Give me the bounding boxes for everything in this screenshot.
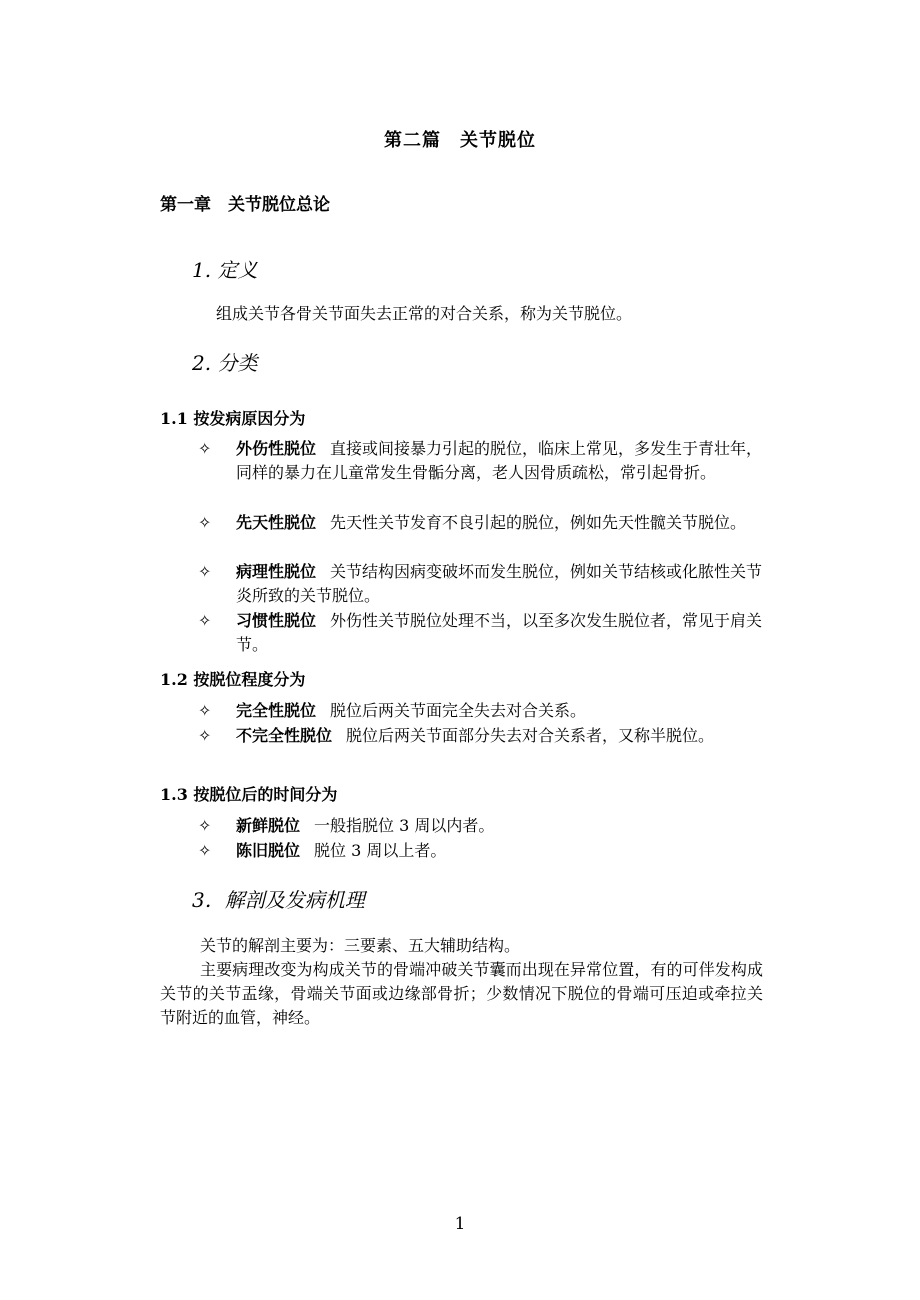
item-term: 新鲜脱位 <box>236 816 301 835</box>
diamond-bullet-icon: ✧ <box>198 726 212 745</box>
diamond-bullet-icon: ✧ <box>198 841 212 860</box>
page-number: 1 <box>454 1214 466 1234</box>
list-item <box>198 814 768 838</box>
diamond-bullet-icon: ✧ <box>198 513 212 532</box>
section-heading-classification: 2. 分类 <box>192 351 258 375</box>
list-item <box>198 724 768 748</box>
diamond-bullet-icon: ✧ <box>198 439 212 458</box>
list-item <box>198 560 768 608</box>
list-item <box>198 609 768 657</box>
diamond-bullet-icon: ✧ <box>198 701 212 720</box>
section-heading-definition: 1. 定义 <box>192 258 258 282</box>
subsection-heading: 1.3 按脱位后的时间分为 <box>160 785 338 804</box>
list-item <box>198 511 768 535</box>
subsection-heading: 1.2 按脱位程度分为 <box>160 670 306 689</box>
item-term: 不完全性脱位 <box>236 726 333 745</box>
item-description: 关节结构因病变破坏而发生脱位，例如关节结核或化脓性关节炎所致的关节脱位。 <box>236 562 763 605</box>
item-description: 脱位后两关节面完全失去对合关系。 <box>330 701 587 720</box>
item-description: 先天性关节发育不良引起的脱位，例如先天性髋关节脱位。 <box>330 513 747 532</box>
item-term: 先天性脱位 <box>236 513 317 532</box>
item-description: 直接或间接暴力引起的脱位，临床上常见，多发生于青壮年，同样的暴力在儿童常发生骨骺分离，老人因骨质疏松，常引起骨折。 <box>236 439 763 482</box>
diamond-bullet-icon: ✧ <box>198 562 212 581</box>
item-term: 习惯性脱位 <box>236 611 317 630</box>
chapter-heading: 第一章 关节脱位总论 <box>160 195 330 215</box>
item-description: 外伤性关节脱位处理不当，以至多次发生脱位者，常见于肩关节。 <box>236 611 763 654</box>
item-term: 病理性脱位 <box>236 562 317 581</box>
diamond-bullet-icon: ✧ <box>198 611 212 630</box>
item-term: 完全性脱位 <box>236 701 317 720</box>
pathology-paragraph: 主要病理改变为构成关节的骨端冲破关节囊而出现在异常位置，有的可伴发构成关节的关节盂缘，骨端关节面或边缘部骨折；少数情况下脱位的骨端可压迫或牵拉关节附近的血管，神经。 <box>160 960 763 1027</box>
item-term: 陈旧脱位 <box>236 841 301 860</box>
item-description: 脱位 3 周以上者。 <box>314 841 447 860</box>
item-term: 外伤性脱位 <box>236 439 317 458</box>
item-description: 一般指脱位 3 周以内者。 <box>314 816 495 835</box>
list-item <box>198 839 768 863</box>
page-title: 第二篇 关节脱位 <box>384 130 536 151</box>
anatomy-paragraph: 关节的解剖主要为：三要素、五大辅助结构。 <box>200 936 521 955</box>
subsection-heading: 1.1 按发病原因分为 <box>160 409 306 428</box>
item-description: 脱位后两关节面部分失去对合关系者，又称半脱位。 <box>346 726 715 745</box>
diamond-bullet-icon: ✧ <box>198 816 212 835</box>
list-item <box>198 699 768 723</box>
list-item <box>198 437 768 485</box>
section-heading-anatomy: 3．解剖及发病机理 <box>192 888 365 912</box>
definition-text: 组成关节各骨关节面失去正常的对合关系，称为关节脱位。 <box>216 304 633 323</box>
